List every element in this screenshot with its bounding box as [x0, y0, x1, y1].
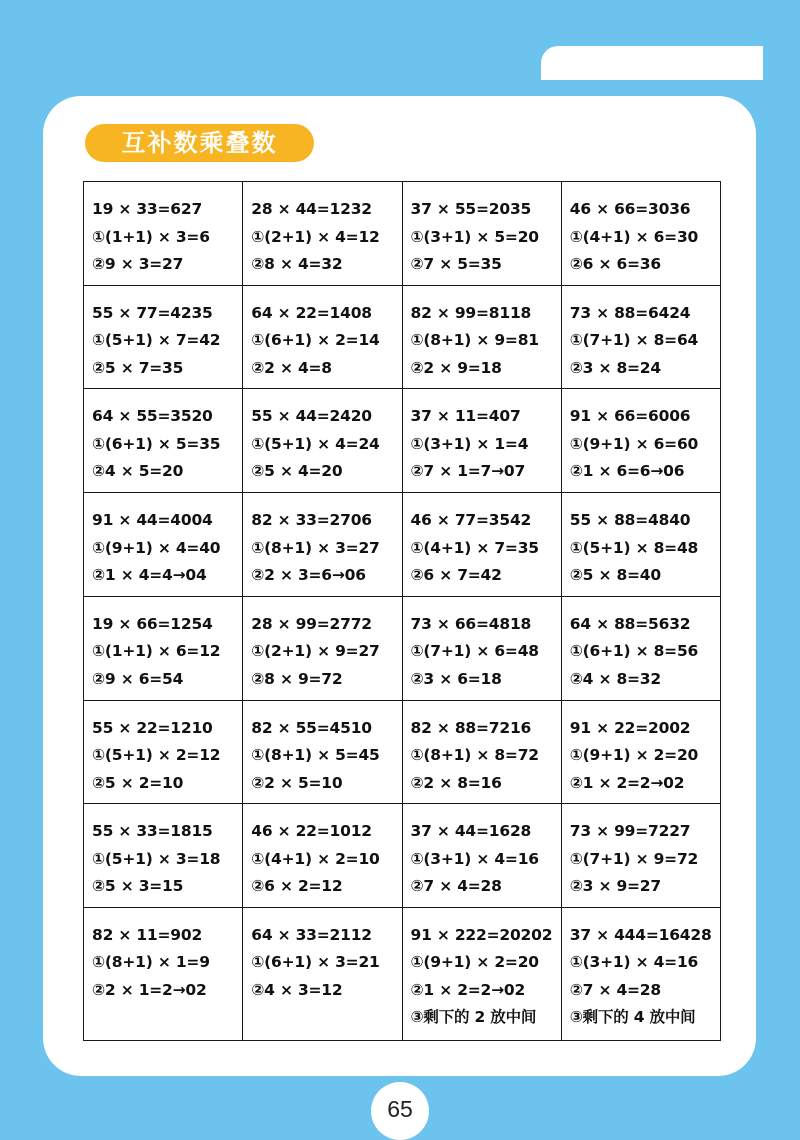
- calc-step: ①(5+1) × 7=42: [92, 331, 221, 350]
- calc-step: ②4 × 3=12: [251, 980, 343, 999]
- calc-cell: [402, 804, 561, 908]
- equation: 82 × 99=8118: [410, 303, 532, 322]
- grid-row: [84, 493, 721, 597]
- calc-cell: [243, 907, 402, 1040]
- calc-step: ②7 × 1=7→07: [410, 462, 526, 481]
- grid-row: [84, 596, 721, 700]
- calc-step: ②1 × 2=2→02: [410, 980, 526, 999]
- calc-cell: [402, 182, 561, 286]
- calc-step: ②5 × 2=10: [92, 773, 184, 792]
- calc-cell: [402, 389, 561, 493]
- calc-step: ③剩下的 2 放中间: [410, 1008, 537, 1027]
- calc-cell: [561, 493, 720, 597]
- calc-cell: [84, 493, 243, 597]
- calc-cell: [84, 700, 243, 804]
- calc-step: ①(6+1) × 3=21: [251, 953, 380, 972]
- calc-step: ①(1+1) × 3=6: [92, 227, 210, 246]
- calc-step: ②4 × 8=32: [569, 669, 661, 688]
- calc-step: ①(7+1) × 9=72: [569, 849, 699, 868]
- calc-step: ②2 × 1=2→02: [92, 980, 207, 999]
- equation: 91 × 222=20202: [410, 925, 553, 944]
- calc-step: ①(8+1) × 9=81: [410, 331, 539, 350]
- calc-cell: [243, 596, 402, 700]
- calc-step: ②3 × 8=24: [569, 358, 661, 377]
- equation: 82 × 11=902: [92, 925, 203, 944]
- equation: 46 × 22=1012: [251, 822, 372, 841]
- grid-row: [84, 804, 721, 908]
- calc-cell: [243, 182, 402, 286]
- calc-step: ①(3+1) × 4=16: [410, 849, 539, 868]
- calculation-grid: [83, 181, 721, 1041]
- grid-row: [84, 389, 721, 493]
- equation: 91 × 44=4004: [92, 511, 213, 530]
- grid-row: [84, 285, 721, 389]
- top-tab-decoration: [541, 46, 763, 80]
- calc-step: ②3 × 6=18: [410, 669, 502, 688]
- calc-step: ②7 × 4=28: [569, 980, 661, 999]
- equation: 73 × 66=4818: [410, 614, 532, 633]
- calc-cell: [243, 285, 402, 389]
- calc-cell: [84, 285, 243, 389]
- calc-cell: [84, 389, 243, 493]
- calc-step: ①(5+1) × 8=48: [569, 538, 699, 557]
- calc-cell: [561, 700, 720, 804]
- equation: 28 × 44=1232: [251, 200, 372, 218]
- equation: 55 × 77=4235: [92, 303, 213, 322]
- calc-step: ①(3+1) × 4=16: [569, 953, 699, 972]
- calc-step: ②7 × 4=28: [410, 877, 502, 896]
- calc-step: ②3 × 9=27: [569, 877, 661, 896]
- equation: 64 × 33=2112: [251, 925, 372, 944]
- equation: 37 × 44=1628: [410, 822, 532, 841]
- grid-row: [84, 907, 721, 1040]
- calc-step: ②8 × 9=72: [251, 669, 343, 688]
- equation: 55 × 22=1210: [92, 718, 213, 737]
- equation: 64 × 22=1408: [251, 303, 372, 322]
- calc-step: ①(6+1) × 2=14: [251, 331, 380, 350]
- calc-step: ②2 × 8=16: [410, 773, 502, 792]
- calc-step: ①(7+1) × 6=48: [410, 642, 539, 661]
- calc-step: ②1 × 6=6→06: [569, 462, 685, 481]
- equation: 19 × 66=1254: [92, 614, 213, 633]
- grid-row: [84, 700, 721, 804]
- calc-cell: [402, 285, 561, 389]
- equation: 73 × 88=6424: [569, 303, 691, 322]
- calc-cell: [243, 700, 402, 804]
- equation: 37 × 55=2035: [410, 200, 532, 218]
- calc-step: ①(8+1) × 8=72: [410, 746, 539, 765]
- calc-step: ③剩下的 4 放中间: [569, 1008, 696, 1027]
- calc-step: ②8 × 4=32: [251, 255, 343, 273]
- equation: 46 × 77=3542: [410, 511, 532, 530]
- calc-step: ②9 × 6=54: [92, 669, 184, 688]
- equation: 28 × 99=2772: [251, 614, 372, 633]
- calc-step: ②5 × 7=35: [92, 358, 184, 377]
- equation: 91 × 66=6006: [569, 407, 691, 426]
- calc-step: ①(5+1) × 2=12: [92, 746, 221, 765]
- equation: 73 × 99=7227: [569, 822, 691, 841]
- equation: 19 × 33=627: [92, 200, 203, 218]
- calc-step: ②2 × 4=8: [251, 358, 332, 377]
- equation: 82 × 88=7216: [410, 718, 532, 737]
- grid-row: [84, 182, 721, 286]
- equation: 64 × 88=5632: [569, 614, 691, 633]
- calc-step: ①(4+1) × 2=10: [251, 849, 380, 868]
- calc-step: ①(1+1) × 6=12: [92, 642, 221, 661]
- calc-step: ①(4+1) × 7=35: [410, 538, 539, 557]
- calc-step: ②2 × 3=6→06: [251, 566, 366, 585]
- calc-step: ①(6+1) × 5=35: [92, 434, 221, 453]
- calc-step: ①(3+1) × 1=4: [410, 434, 529, 453]
- equation: 91 × 22=2002: [569, 718, 691, 737]
- calc-step: ①(8+1) × 1=9: [92, 953, 210, 972]
- calc-cell: [402, 700, 561, 804]
- calc-cell: [402, 493, 561, 597]
- calc-step: ②1 × 4=4→04: [92, 566, 207, 585]
- calc-cell: [243, 493, 402, 597]
- calc-step: ②5 × 3=15: [92, 877, 184, 896]
- calc-step: ①(9+1) × 4=40: [92, 538, 221, 557]
- calc-step: ②9 × 3=27: [92, 255, 184, 273]
- equation: 37 × 444=16428: [569, 925, 712, 944]
- calc-cell: [84, 907, 243, 1040]
- calc-cell: [402, 907, 561, 1040]
- calc-step: ②4 × 5=20: [92, 462, 184, 481]
- calc-cell: [561, 182, 720, 286]
- calc-cell: [243, 389, 402, 493]
- equation: 64 × 55=3520: [92, 407, 213, 426]
- calc-step: ②6 × 7=42: [410, 566, 502, 585]
- calc-step: ②7 × 5=35: [410, 255, 502, 273]
- calc-cell: [561, 907, 720, 1040]
- calc-step: ①(5+1) × 3=18: [92, 849, 221, 868]
- calc-cell: [561, 389, 720, 493]
- calc-step: ①(3+1) × 5=20: [410, 227, 539, 246]
- calc-step: ②1 × 2=2→02: [569, 773, 685, 792]
- calc-step: ①(8+1) × 5=45: [251, 746, 380, 765]
- equation: 37 × 11=407: [410, 407, 521, 426]
- calc-step: ②6 × 2=12: [251, 877, 343, 896]
- calc-step: ②6 × 6=36: [569, 255, 661, 273]
- calc-step: ②2 × 9=18: [410, 358, 502, 377]
- calc-step: ①(7+1) × 8=64: [569, 331, 699, 350]
- calc-step: ①(9+1) × 2=20: [410, 953, 539, 972]
- calc-step: ②5 × 8=40: [569, 566, 661, 585]
- equation: 55 × 88=4840: [569, 511, 691, 530]
- equation: 55 × 33=1815: [92, 822, 213, 841]
- calc-cell: [561, 596, 720, 700]
- equation: 46 × 66=3036: [569, 200, 691, 218]
- calc-step: ①(4+1) × 6=30: [569, 227, 699, 246]
- calc-step: ①(9+1) × 2=20: [569, 746, 699, 765]
- calc-cell: [561, 804, 720, 908]
- calc-step: ②5 × 4=20: [251, 462, 343, 481]
- calc-step: ①(2+1) × 9=27: [251, 642, 380, 661]
- calc-cell: [243, 804, 402, 908]
- page-number: 65: [371, 1082, 429, 1140]
- section-title: 互补数乘叠数: [85, 124, 314, 162]
- equation: 82 × 33=2706: [251, 511, 372, 530]
- calc-cell: [84, 182, 243, 286]
- equation: 82 × 55=4510: [251, 718, 372, 737]
- calc-step: ①(2+1) × 4=12: [251, 227, 380, 246]
- calc-cell: [561, 285, 720, 389]
- calc-cell: [84, 596, 243, 700]
- calc-step: ①(5+1) × 4=24: [251, 434, 380, 453]
- calc-cell: [84, 804, 243, 908]
- calc-cell: [402, 596, 561, 700]
- calc-step: ①(6+1) × 8=56: [569, 642, 699, 661]
- calc-step: ①(9+1) × 6=60: [569, 434, 699, 453]
- calc-step: ①(8+1) × 3=27: [251, 538, 380, 557]
- equation: 55 × 44=2420: [251, 407, 372, 426]
- calc-step: ②2 × 5=10: [251, 773, 343, 792]
